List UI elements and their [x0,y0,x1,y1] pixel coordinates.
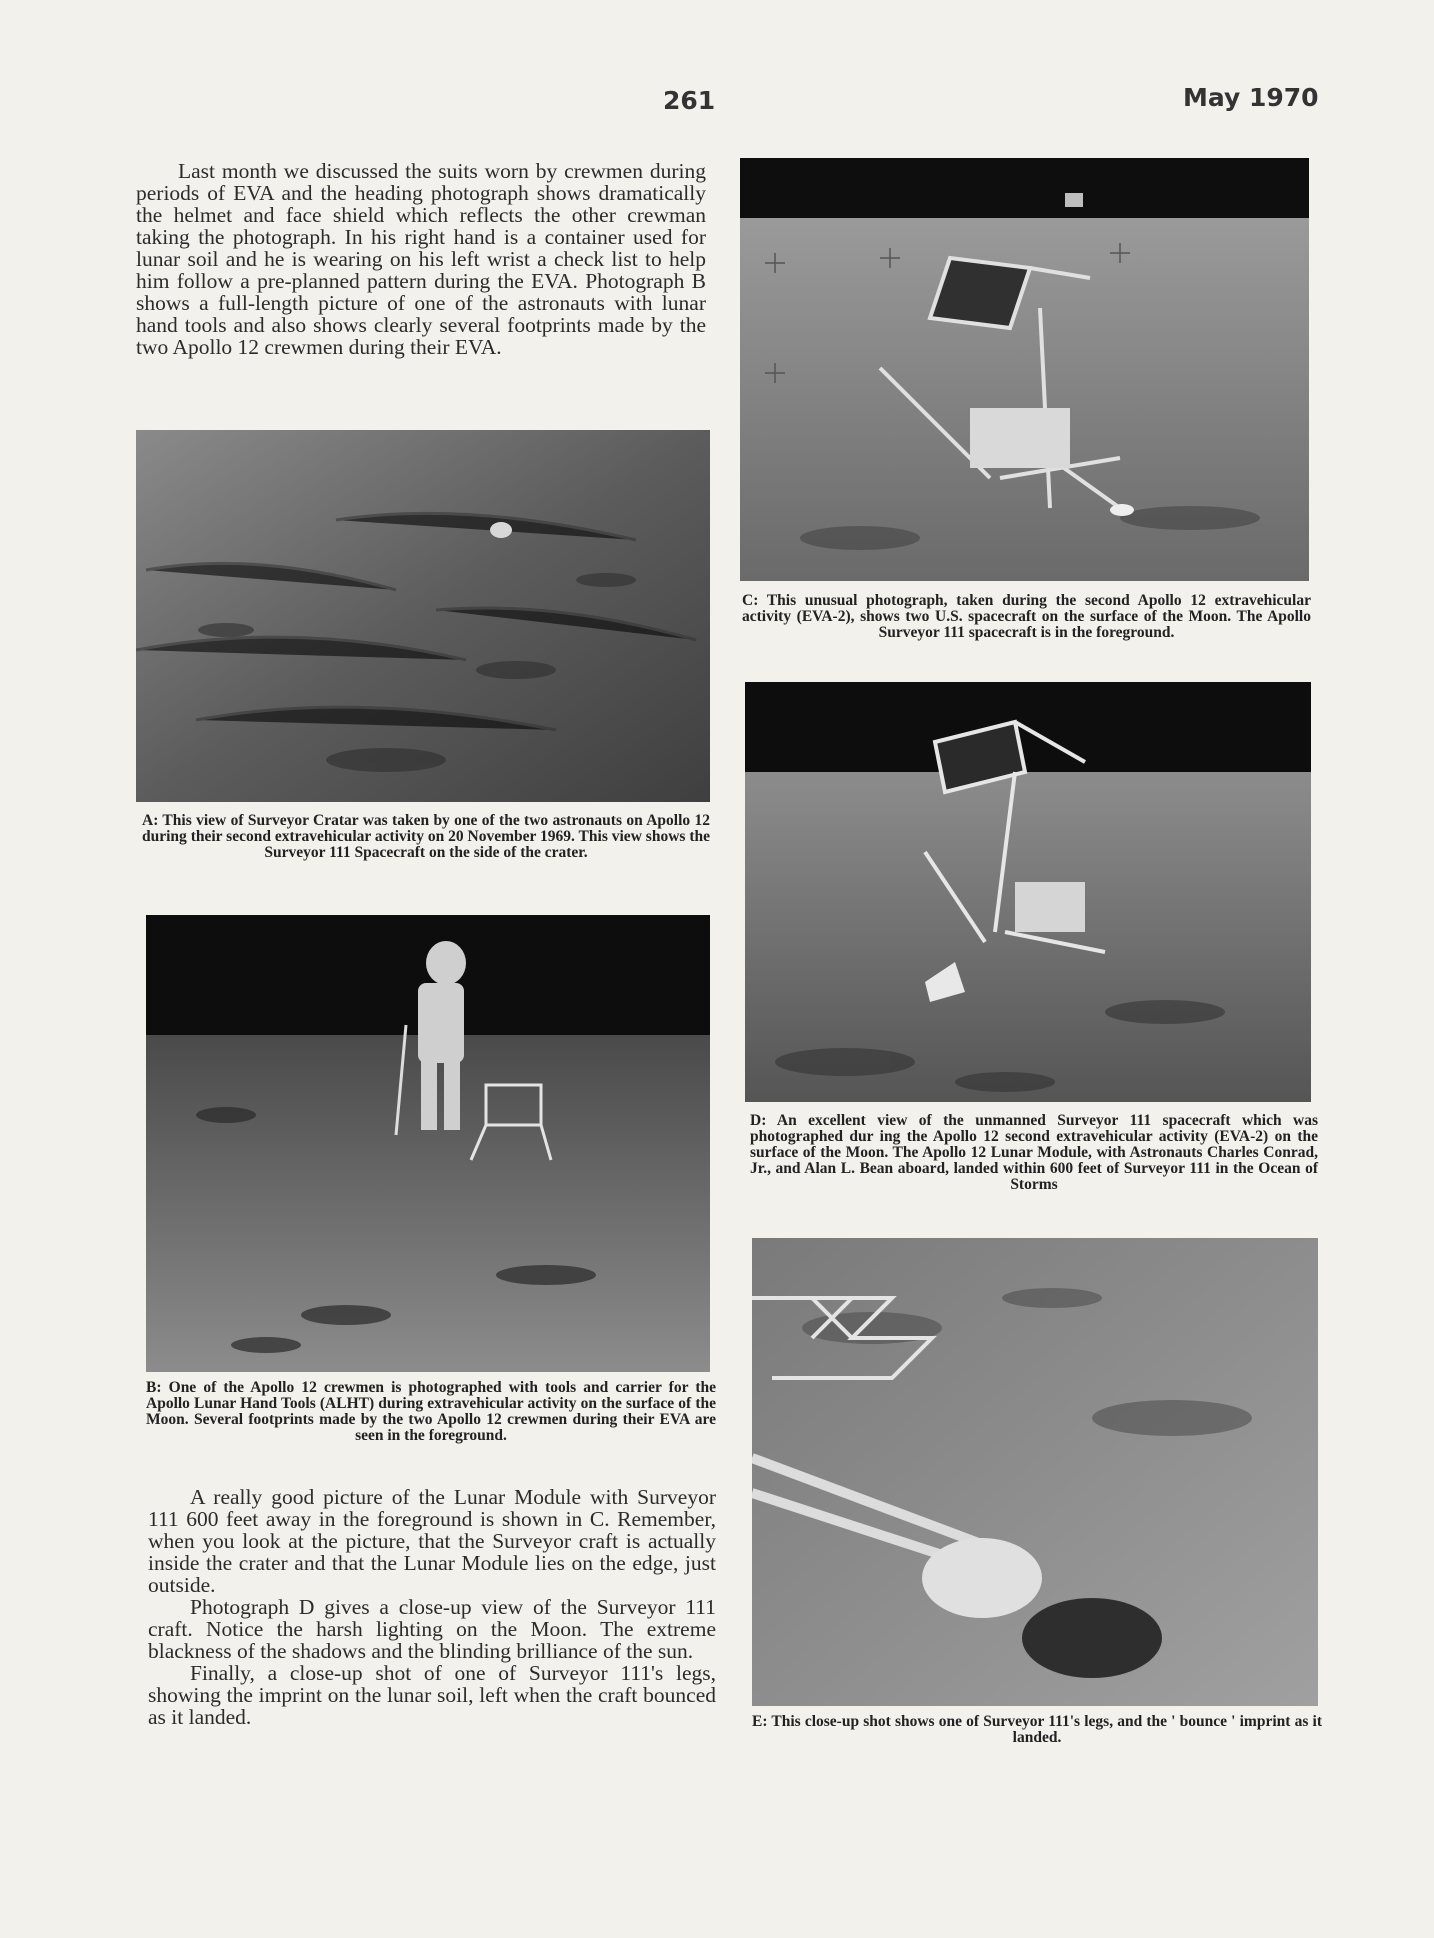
closing-paragraph: A really good picture of the Lunar Module with Surveyor 111 600 feet away in the foreground is shown in C. Remember, when you look at the picture, that the Surveyor craft is actually inside the crater and that the Lunar Module lies on the edge, just outside. [148,1485,716,1597]
page-number: 261 [663,86,716,115]
photo-b-astronaut-with-tools [146,915,710,1372]
caption-c: C: This unusual photograph, taken during the second Apollo 12 extravehicular activity (EVA-2), shows two U.S. spacecraft on the surface of the Moon. The Apollo Surveyor 111 spacecraft is in the foreground. [742,592,1311,641]
intro-paragraph-text: Last month we discussed the suits worn by crewmen during periods of EVA and the heading photograph shows dramatically the helmet and face shield which reflects the other crewman taking the photograph. In his right hand is a container used for lunar soil and he is wearing on his left wrist a check list to help him follow a pre-planned pattern during the EVA. Photograph B shows a full-length picture of one of the astronauts with lunar hand tools and also shows clearly several footprints made by the two Apollo 12 crewmen during their EVA. [136,159,706,359]
caption-a: A: This view of Surveyor Cratar was taken by one of the two astronauts on Apollo 12 during their second extravehicular activity on 20 November 1969. This view shows the Surveyor 111 Spacecraft on the side of the crater. [142,812,710,861]
closing-text [148,1486,716,1728]
intro-paragraph [136,160,706,358]
photo-d-surveyor-closeup [745,682,1311,1102]
caption-b: B: One of the Apollo 12 crewmen is photographed with tools and carrier for the Apollo Lunar Hand Tools (ALHT) during extravehicular activity on the surface of the Moon. Several footprints made by the two Apollo 12 crewmen during their EVA are seen in the foreground. [146,1379,716,1444]
closing-paragraph: Finally, a close-up shot of one of Surveyor 111's legs, showing the imprint on the lunar soil, left when the craft bounced as it landed. [148,1661,716,1729]
page-date: May 1970 [1183,83,1319,112]
photo-e-surveyor-leg-imprint [752,1238,1318,1706]
photo-a-surveyor-crater [136,430,710,802]
closing-paragraph: Photograph D gives a close-up view of the Surveyor 111 craft. Notice the harsh lighting on the Moon. The extreme blackness of the shadows and the blinding brilliance of the sun. [148,1595,716,1663]
caption-d: D: An excellent view of the unmanned Surveyor 111 spacecraft which was photographed dur ing the Apollo 12 second extravehicular activity (EVA-2) on the surface of the Moon. The Apollo 12 Lunar Module, with Astronauts Charles Conrad, Jr., and Alan L. Bean aboard, landed within 600 feet of Surveyor 111 in the Ocean of Storms [750,1112,1318,1193]
photo-c-surveyor-and-lunar-module [740,158,1309,581]
caption-e: E: This close-up shot shows one of Surveyor 111's legs, and the ' bounce ' imprint as it landed. [752,1713,1322,1746]
